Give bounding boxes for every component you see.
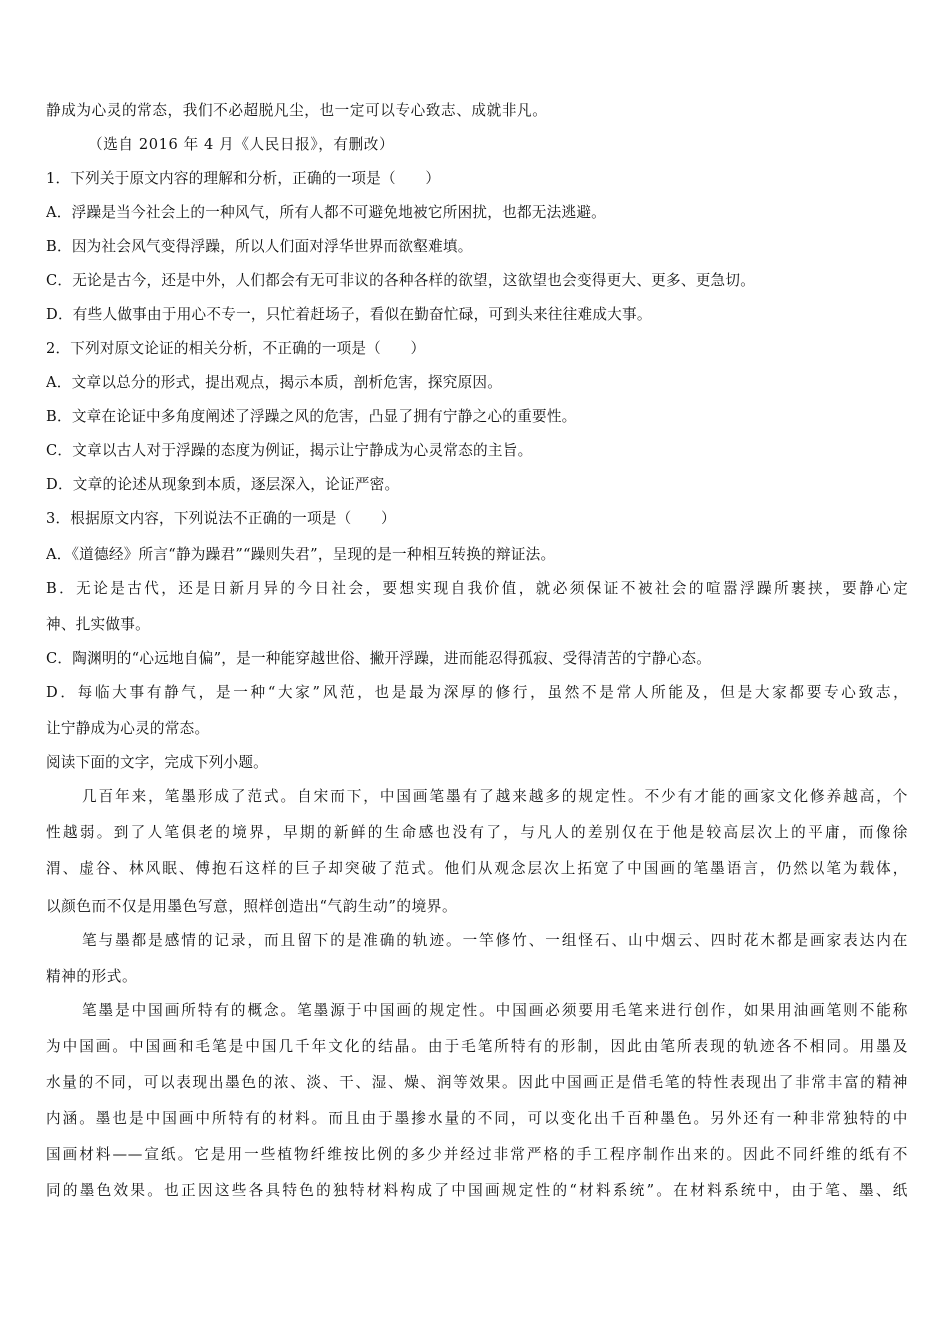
passage-line: 国画材料——宣纸。它是用一些植物纤维按比例的多少并经过非常严格的手工程序制作出来的。因此不同纤维的纸有不 <box>46 1146 908 1163</box>
question-1-option-a: A．浮躁是当今社会上的一种风气，所有人都不可避免地被它所困扰，也都无法逃避。 <box>46 204 607 221</box>
question-3-option-d: D．每临大事有静气，是一种“大家”风范，也是最为深厚的修行，虽然不是常人所能及，但是大家都要专心致志， <box>46 684 908 701</box>
question-2-stem: 2．下列对原文论证的相关分析，不正确的一项是（ ） <box>46 340 426 357</box>
passage-line: 水量的不同，可以表现出墨色的浓、淡、干、湿、燥、润等效果。因此中国画正是借毛笔的特性表现出了非常丰富的精神 <box>46 1074 908 1091</box>
question-1-option-d: D．有些人做事由于用心不专一，只忙着赶场子，看似在勤奋忙碌，可到头来往往难成大事。 <box>46 306 652 323</box>
passage-line: 笔与墨都是感情的记录，而且留下的是准确的轨迹。一竿修竹、一组怪石、山中烟云、四时花木都是画家表达内在 <box>82 932 908 949</box>
paragraph-continuation: 静成为心灵的常态，我们不必超脱凡尘，也一定可以专心致志、成就非凡。 <box>46 102 548 119</box>
passage-line: 笔墨是中国画所特有的概念。笔墨源于中国画的规定性。中国画必须要用毛笔来进行创作，如果用油画笔则不能称 <box>82 1002 908 1019</box>
question-2-option-a: A．文章以总分的形式，提出观点，揭示本质，剖析危害，探究原因。 <box>46 374 503 391</box>
passage-line: 以颜色而不仅是用墨色写意，照样创造出“气韵生动”的境界。 <box>46 898 458 915</box>
question-1-stem: 1．下列关于原文内容的理解和分析，正确的一项是（ ） <box>46 170 441 187</box>
question-3-option-a: A．《道德经》所言“静为躁君”“躁则失君”，呈现的是一种相互转换的辩证法。 <box>46 546 556 563</box>
passage-line: 内涵。墨也是中国画中所特有的材料。而且由于墨掺水量的不同，可以变化出千百种墨色。另外还有一种非常独特的中 <box>46 1110 908 1127</box>
question-2-option-d: D．文章的论述从现象到本质，逐层深入，论证严密。 <box>46 476 400 493</box>
question-3-option-b: B．无论是古代，还是日新月异的今日社会，要想实现自我价值，就必须保证不被社会的喧嚣浮躁所裹挟，要静心定 <box>46 580 908 597</box>
question-2-option-b: B．文章在论证中多角度阐述了浮躁之风的危害，凸显了拥有宁静之心的重要性。 <box>46 408 577 425</box>
passage-line: 性越弱。到了人笔俱老的境界，早期的新鲜的生命感也没有了，与凡人的差别仅在于他是较高层次上的平庸，而像徐 <box>46 824 908 841</box>
passage-line: 同的墨色效果。也正因这些各具特色的独特材料构成了中国画规定性的“材料系统”。在材料系统中，由于笔、墨、纸 <box>46 1182 908 1199</box>
question-3-option-d-continued: 让宁静成为心灵的常态。 <box>46 720 210 737</box>
reading-instruction: 阅读下面的文字，完成下列小题。 <box>46 754 268 771</box>
question-2-option-c: C．文章以古人对于浮躁的态度为例证，揭示让宁静成为心灵常态的主旨。 <box>46 442 533 459</box>
passage-line: 为中国画。中国画和毛笔是中国几千年文化的结晶。由于毛笔所特有的形制，因此由笔所表现的轨迹各不相同。用墨及 <box>46 1038 908 1055</box>
passage-line: 渭、虚谷、林风眠、傅抱石这样的巨子却突破了范式。他们从观念层次上拓宽了中国画的笔墨语言，仍然以笔为载体， <box>46 860 908 877</box>
source-note: （选自 2016 年 4 月《人民日报》，有删改） <box>88 136 395 153</box>
question-1-option-b: B．因为社会风气变得浮躁，所以人们面对浮华世界而欲壑难填。 <box>46 238 473 255</box>
passage-line: 精神的形式。 <box>46 968 138 985</box>
passage-line: 几百年来，笔墨形成了范式。自宋而下，中国画笔墨有了越来越多的规定性。不少有才能的画家文化修养越高，个 <box>82 788 908 805</box>
question-1-option-c: C．无论是古今，还是中外，人们都会有无可非议的各种各样的欲望，这欲望也会变得更大、更多、更急切。 <box>46 272 756 289</box>
question-3-stem: 3．根据原文内容，下列说法不正确的一项是（ ） <box>46 510 396 527</box>
question-3-option-c: C．陶渊明的“心远地自偏”，是一种能穿越世俗、撇开浮躁，进而能忍得孤寂、受得清苦的宁静心态。 <box>46 650 712 667</box>
question-3-option-b-continued: 神、扎实做事。 <box>46 616 150 633</box>
